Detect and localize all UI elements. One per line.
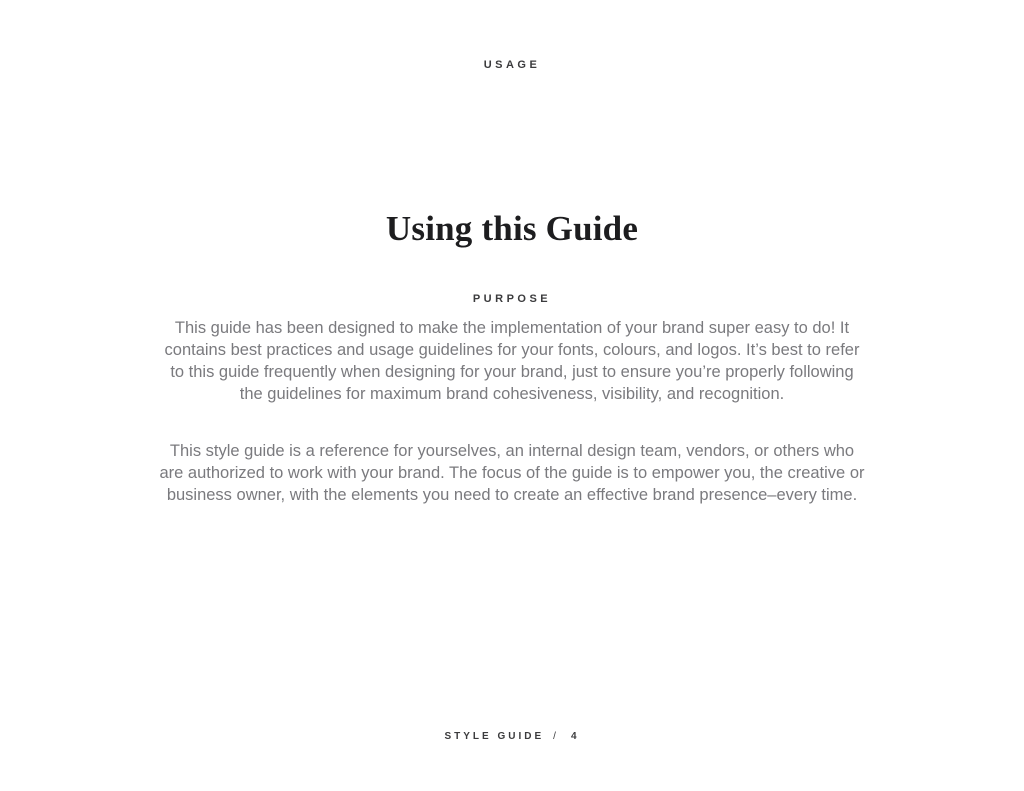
- section-label-purpose: PURPOSE: [472, 293, 552, 305]
- footer-page-number: 4: [570, 731, 580, 742]
- paragraph-1: This guide has been designed to make the implementation of your brand super easy to do! It contains best practices and usage guidelines for your fonts, colours, and logos. It’s best to refer to this guide frequently when designing for your brand, just to ensure you’re properly following the guidelines for maximum brand cohesiveness, visibility, and recognition.: [164, 319, 860, 403]
- page-title: Using this Guide: [385, 209, 639, 249]
- page-eyebrow-label: USAGE: [483, 59, 541, 71]
- body-copy: [159, 317, 865, 506]
- paragraph-2: This style guide is a reference for yourselves, an internal design team, vendors, or others who are authorized to work with your brand. The focus of the guide is to empower you, the creative or business owner, with the elements you need to create an effective brand presence–every time.: [159, 442, 865, 504]
- page-footer: [0, 731, 1024, 742]
- footer-label: STYLE GUIDE: [444, 731, 545, 742]
- footer-separator: /: [553, 731, 559, 742]
